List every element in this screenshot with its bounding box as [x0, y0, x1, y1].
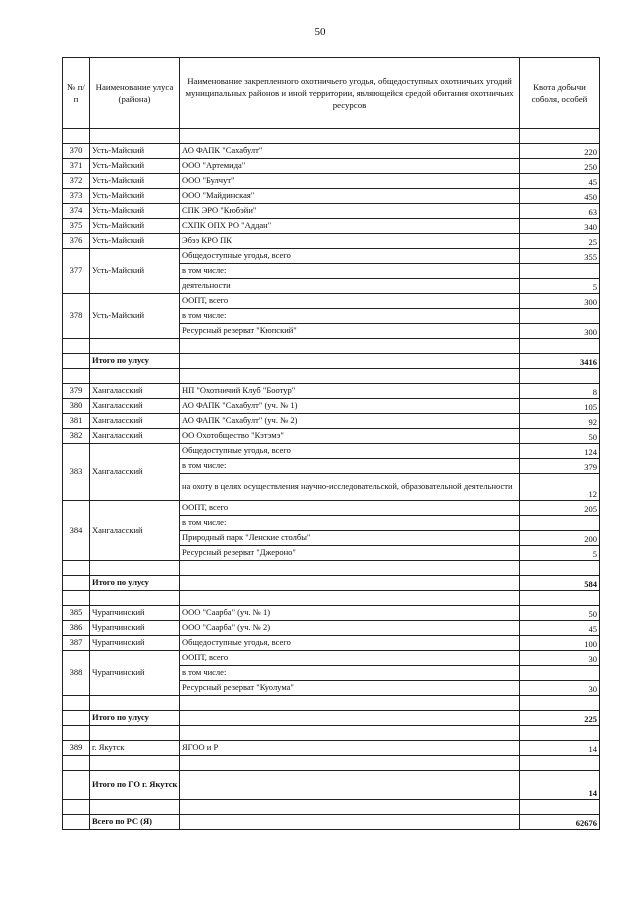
row-district: Чурапчинский: [90, 636, 180, 651]
row-quota: 200: [520, 531, 600, 546]
row-quota: [520, 309, 600, 324]
row-num: 380: [63, 399, 90, 414]
row-quota: [520, 516, 600, 531]
header-row: [63, 58, 600, 129]
row-ground: ООО "Саарба" (уч. № 1): [180, 606, 520, 621]
row-ground: АО ФАПК "Сахабулт" (уч. № 2): [180, 414, 520, 429]
row-num: 372: [63, 174, 90, 189]
row-ground: ЯГОО и Р: [180, 741, 520, 756]
row-num: 387: [63, 636, 90, 651]
row-ground: в том числе:: [180, 666, 520, 681]
row-ground: ООПТ, всего: [180, 651, 520, 666]
row-num: 376: [63, 234, 90, 249]
spacer-row: [63, 561, 600, 576]
row-num: 383: [63, 444, 90, 501]
row-quota: 105: [520, 399, 600, 414]
row-district: Усть-Майский: [90, 174, 180, 189]
row-ground: ООО "Саарба" (уч. № 2): [180, 621, 520, 636]
row-district: Чурапчинский: [90, 621, 180, 636]
row-ground: Общедоступные угодья, всего: [180, 444, 520, 459]
spacer-row: [63, 369, 600, 384]
row-ground: Природный парк "Ленские столбы": [180, 531, 520, 546]
row-quota: 450: [520, 189, 600, 204]
subtotal-value: 14: [520, 771, 600, 800]
grand-total-row: [63, 815, 600, 830]
table-row: [63, 606, 600, 621]
table-row: [63, 414, 600, 429]
row-district: Усть-Майский: [90, 234, 180, 249]
table-row: [63, 384, 600, 399]
table-row: [63, 636, 600, 651]
table-row: [63, 144, 600, 159]
row-quota: 14: [520, 741, 600, 756]
row-num: 385: [63, 606, 90, 621]
row-district: Усть-Майский: [90, 189, 180, 204]
table-row: [63, 501, 600, 516]
row-num: 375: [63, 219, 90, 234]
table-row: [63, 204, 600, 219]
spacer-row: [63, 756, 600, 771]
row-quota: 63: [520, 204, 600, 219]
row-quota: [520, 264, 600, 279]
subtotal-value: 225: [520, 711, 600, 726]
row-quota: 379: [520, 459, 600, 474]
subtotal-label: Итого по ГО г. Якутск: [90, 771, 180, 800]
row-quota: 45: [520, 621, 600, 636]
row-quota: 92: [520, 414, 600, 429]
spacer-row: [63, 339, 600, 354]
row-num: 382: [63, 429, 90, 444]
table-row: [63, 741, 600, 756]
row-num: 384: [63, 501, 90, 561]
row-num: 381: [63, 414, 90, 429]
row-district: г. Якутск: [90, 741, 180, 756]
row-ground: в том числе:: [180, 516, 520, 531]
subtotal-value: 3416: [520, 354, 600, 369]
col-header-district: Наименование улуса (района): [90, 58, 180, 129]
row-quota: 250: [520, 159, 600, 174]
row-quota: [520, 666, 600, 681]
spacer-row: [63, 591, 600, 606]
table-row: [63, 174, 600, 189]
row-num: 386: [63, 621, 90, 636]
row-ground: на охоту в целях осуществления научно-исследовательской, образовательной деятельности: [180, 474, 520, 501]
row-num: 379: [63, 384, 90, 399]
subtotal-label: Итого по улусу: [90, 711, 180, 726]
row-district: Хангаласский: [90, 501, 180, 561]
row-ground: ООПТ, всего: [180, 501, 520, 516]
row-district: Хангаласский: [90, 444, 180, 501]
table-row: [63, 444, 600, 459]
subtotal-label: Итого по улусу: [90, 576, 180, 591]
row-district: Усть-Майский: [90, 294, 180, 339]
row-num: 388: [63, 651, 90, 696]
row-num: 371: [63, 159, 90, 174]
row-district: Хангаласский: [90, 414, 180, 429]
spacer-row: [63, 129, 600, 144]
spacer-row: [63, 726, 600, 741]
table-row: [63, 159, 600, 174]
row-district: Чурапчинский: [90, 651, 180, 696]
row-ground: АО ФАПК "Сахабулт" (уч. № 1): [180, 399, 520, 414]
row-quota: 50: [520, 429, 600, 444]
row-quota: 50: [520, 606, 600, 621]
row-district: Усть-Майский: [90, 159, 180, 174]
row-ground: в том числе:: [180, 264, 520, 279]
row-ground: ООО "Булчут": [180, 174, 520, 189]
row-quota: 30: [520, 651, 600, 666]
row-num: 374: [63, 204, 90, 219]
row-district: Хангаласский: [90, 429, 180, 444]
row-quota: 5: [520, 279, 600, 294]
subtotal-row: [63, 576, 600, 591]
row-district: Усть-Майский: [90, 249, 180, 294]
row-district: Усть-Майский: [90, 144, 180, 159]
row-quota: 25: [520, 234, 600, 249]
table-row: [63, 429, 600, 444]
row-num: 389: [63, 741, 90, 756]
row-ground: Общедоступные угодья, всего: [180, 636, 520, 651]
row-ground: в том числе:: [180, 459, 520, 474]
row-ground: АО ФАПК "Сахабулт": [180, 144, 520, 159]
subtotal-label: Итого по улусу: [90, 354, 180, 369]
row-district: Хангаласский: [90, 384, 180, 399]
row-ground: Общедоступные угодья, всего: [180, 249, 520, 264]
table-row: [63, 189, 600, 204]
row-district: Усть-Майский: [90, 204, 180, 219]
row-quota: 300: [520, 324, 600, 339]
row-quota: 8: [520, 384, 600, 399]
row-district: Хангаласский: [90, 399, 180, 414]
row-quota: 340: [520, 219, 600, 234]
row-quota: 30: [520, 681, 600, 696]
col-header-num: № п/п: [63, 58, 90, 129]
spacer-row: [63, 800, 600, 815]
row-quota: 205: [520, 501, 600, 516]
subtotal-value: 584: [520, 576, 600, 591]
subtotal-row: [63, 711, 600, 726]
row-ground: ОО Охотобщество "Кэтэмэ": [180, 429, 520, 444]
row-quota: 300: [520, 294, 600, 309]
row-ground: ООО "Артемида": [180, 159, 520, 174]
subtotal-row: [63, 771, 600, 800]
table-row: [63, 234, 600, 249]
subtotal-row: [63, 354, 600, 369]
row-num: 373: [63, 189, 90, 204]
sable-quota-table: [62, 57, 600, 830]
col-header-quota: Квота добычи соболя, особей: [520, 58, 600, 129]
table-row: [63, 249, 600, 264]
table-row: [63, 294, 600, 309]
table-row: [63, 621, 600, 636]
table-row: [63, 399, 600, 414]
row-ground: в том числе:: [180, 309, 520, 324]
row-num: 370: [63, 144, 90, 159]
row-quota: 220: [520, 144, 600, 159]
row-ground: ООПТ, всего: [180, 294, 520, 309]
row-quota: 124: [520, 444, 600, 459]
row-ground: СПК ЭРО "Кюбэйи": [180, 204, 520, 219]
row-ground: СХПК ОПХ РО "Аддан": [180, 219, 520, 234]
col-header-ground: Наименование закрепленного охотничьего угодья, общедоступных охотничьих угодий муниципальных районов и иной территории, являющейся средой обитания охотничьих ресурсов: [180, 58, 520, 129]
row-quota: 5: [520, 546, 600, 561]
row-ground: деятельности: [180, 279, 520, 294]
row-ground: Эбээ КРО ПК: [180, 234, 520, 249]
row-ground: Ресурсный резерват "Куолума": [180, 681, 520, 696]
row-ground: ООО "Майдинская": [180, 189, 520, 204]
row-num: 378: [63, 294, 90, 339]
table-row: [63, 219, 600, 234]
page-number: 50: [314, 26, 326, 38]
row-district: Чурапчинский: [90, 606, 180, 621]
row-num: 377: [63, 249, 90, 294]
grand-total-label: Всего по РС (Я): [90, 815, 180, 830]
row-quota: 100: [520, 636, 600, 651]
spacer-row: [63, 696, 600, 711]
row-quota: 45: [520, 174, 600, 189]
row-ground: Ресурсный резерват "Кюпский": [180, 324, 520, 339]
grand-total-value: 62676: [520, 815, 600, 830]
table-row: [63, 651, 600, 666]
row-quota: 355: [520, 249, 600, 264]
row-ground: НП "Охотничий Клуб "Боотур": [180, 384, 520, 399]
row-district: Усть-Майский: [90, 219, 180, 234]
row-ground: Ресурсный резерват "Джероно": [180, 546, 520, 561]
row-quota: 12: [520, 474, 600, 501]
